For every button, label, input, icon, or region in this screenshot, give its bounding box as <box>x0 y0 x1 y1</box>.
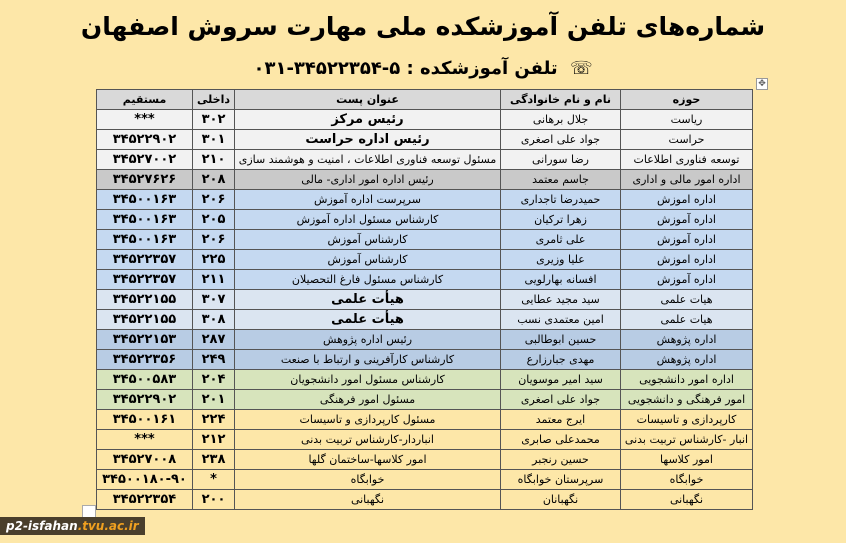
direct-cell: ۳۴۵۲۷۰۰۸ <box>97 450 193 470</box>
area-cell: اداره اموزش <box>621 190 753 210</box>
area-cell: امور کلاسها <box>621 450 753 470</box>
extension-cell: ۲۳۸ <box>193 450 235 470</box>
institute-phone-number: ۰۳۱-۳۴۵۲۲۳۵۴-۵ <box>253 58 401 79</box>
table-row <box>97 390 753 410</box>
table-row <box>97 270 753 290</box>
name-cell: نگهبانان <box>501 490 621 510</box>
table-row <box>97 410 753 430</box>
area-cell: اداره آموزش <box>621 270 753 290</box>
post-cell: رئیس اداره پژوهش <box>235 330 501 350</box>
direct-cell: ۳۴۵۲۲۳۵۶ <box>97 350 193 370</box>
direct-cell: ۳۴۵۰۰۱۶۳ <box>97 230 193 250</box>
direct-cell: ۳۴۵۲۲۹۰۲ <box>97 130 193 150</box>
page-title: شماره‌های تلفن آموزشکده ملی مهارت سروش اصفهان <box>80 12 766 41</box>
direct-cell: *** <box>97 110 193 130</box>
table-header-row <box>97 90 753 110</box>
header-post: عنوان پست <box>235 90 501 110</box>
direct-cell: ۳۴۵۲۲۳۵۷ <box>97 270 193 290</box>
direct-cell: ۳۴۵۲۲۱۵۵ <box>97 310 193 330</box>
name-cell: سرپرستان خوابگاه <box>501 470 621 490</box>
area-cell: هیات علمی <box>621 290 753 310</box>
header-extension: داخلی <box>193 90 235 110</box>
table-row <box>97 310 753 330</box>
header-name: نام و نام خانوادگی <box>501 90 621 110</box>
direct-cell: ۳۴۵۲۷۰۰۲ <box>97 150 193 170</box>
area-cell: ریاست <box>621 110 753 130</box>
post-cell: امور کلاسها-ساختمان گلها <box>235 450 501 470</box>
extension-cell: ۲۰۴ <box>193 370 235 390</box>
table-row <box>97 190 753 210</box>
post-cell: مسئول کارپردازی و تاسیسات <box>235 410 501 430</box>
name-cell: جلال برهانی <box>501 110 621 130</box>
header-direct: مستقیم <box>97 90 193 110</box>
table-row <box>97 130 753 150</box>
post-cell: مسئول امور فرهنگی <box>235 390 501 410</box>
extension-cell: ۳۰۱ <box>193 130 235 150</box>
table-row <box>97 210 753 230</box>
post-cell: خوابگاه <box>235 470 501 490</box>
area-cell: اداره امور دانشجویی <box>621 370 753 390</box>
telephone-icon: ☏ <box>569 58 593 79</box>
table-row <box>97 450 753 470</box>
table-row <box>97 430 753 450</box>
direct-cell: ۳۴۵۰۰۱۶۳ <box>97 210 193 230</box>
table-row <box>97 350 753 370</box>
name-cell: حمیدرضا تاجداری <box>501 190 621 210</box>
area-cell: اداره پژوهش <box>621 330 753 350</box>
table-row <box>97 170 753 190</box>
area-cell: هیات علمی <box>621 310 753 330</box>
name-cell: رضا سورانی <box>501 150 621 170</box>
table-row <box>97 110 753 130</box>
institute-phone <box>0 58 846 79</box>
area-cell: اداره آموزش <box>621 230 753 250</box>
area-cell: اداره پژوهش <box>621 350 753 370</box>
table-row <box>97 470 753 490</box>
direct-cell: ۳۴۵۰۰۱۸۰-۹۰ <box>97 470 193 490</box>
post-cell: رئیس اداره امور اداری- مالی <box>235 170 501 190</box>
table-row <box>97 290 753 310</box>
phone-table <box>96 89 753 510</box>
post-cell: مسئول توسعه فناوری اطلاعات ، امنیت و هوشمند سازی <box>235 150 501 170</box>
post-cell: هیأت علمی <box>235 310 501 330</box>
area-cell: کارپردازی و تاسیسات <box>621 410 753 430</box>
post-cell: هیأت علمی <box>235 290 501 310</box>
extension-cell: ۲۰۶ <box>193 190 235 210</box>
extension-cell: ۲۰۱ <box>193 390 235 410</box>
name-cell: علی ثامری <box>501 230 621 250</box>
name-cell: سید امیر موسویان <box>501 370 621 390</box>
extension-cell: ۲۱۲ <box>193 430 235 450</box>
extension-cell: ۲۱۰ <box>193 150 235 170</box>
name-cell: محمدعلی صابری <box>501 430 621 450</box>
name-cell: حسین رنجبر <box>501 450 621 470</box>
area-cell: نگهبانی <box>621 490 753 510</box>
post-cell: کارشناس آموزش <box>235 230 501 250</box>
table-row <box>97 370 753 390</box>
area-cell: خوابگاه <box>621 470 753 490</box>
extension-cell: ۲۴۹ <box>193 350 235 370</box>
direct-cell: ۳۴۵۰۰۵۸۳ <box>97 370 193 390</box>
institute-phone-label: تلفن آموزشکده : <box>406 58 558 79</box>
name-cell: جاسم معتمد <box>501 170 621 190</box>
post-cell: کارشناس مسئول فارغ التحصیلان <box>235 270 501 290</box>
name-cell: جواد علی اصغری <box>501 390 621 410</box>
watermark <box>0 517 145 535</box>
direct-cell: ۳۴۵۰۰۱۶۱ <box>97 410 193 430</box>
area-cell: انبار -کارشناس تربیت بدنی <box>621 430 753 450</box>
direct-cell: *** <box>97 430 193 450</box>
post-cell: کارشناس کارآفرینی و ارتباط با صنعت <box>235 350 501 370</box>
extension-cell: ۲۸۷ <box>193 330 235 350</box>
direct-cell: ۳۴۵۲۲۱۵۳ <box>97 330 193 350</box>
extension-cell: ۳۰۲ <box>193 110 235 130</box>
name-cell: ایرج معتمد <box>501 410 621 430</box>
post-cell: کارشناس مسئول امور دانشجویان <box>235 370 501 390</box>
extension-cell: ۳۰۷ <box>193 290 235 310</box>
area-cell: امور فرهنگی و دانشجویی <box>621 390 753 410</box>
name-cell: مهدی جبارزارع <box>501 350 621 370</box>
name-cell: حسین ابوطالبی <box>501 330 621 350</box>
post-cell: سرپرست اداره آموزش <box>235 190 501 210</box>
area-cell: حراست <box>621 130 753 150</box>
table-row <box>97 230 753 250</box>
name-cell: افسانه بهارلویی <box>501 270 621 290</box>
post-cell: انباردار-کارشناس تربیت بدنی <box>235 430 501 450</box>
name-cell: علیا وزیری <box>501 250 621 270</box>
area-cell: اداره امور مالی و اداری <box>621 170 753 190</box>
extension-cell: ۲۰۰ <box>193 490 235 510</box>
post-cell: رئیس اداره حراست <box>235 130 501 150</box>
extension-cell: * <box>193 470 235 490</box>
extension-cell: ۲۱۱ <box>193 270 235 290</box>
area-cell: اداره آموزش <box>621 210 753 230</box>
name-cell: جواد علی اصغری <box>501 130 621 150</box>
extension-cell: ۲۲۴ <box>193 410 235 430</box>
area-cell: اداره اموزش <box>621 250 753 270</box>
name-cell: زهرا ترکیان <box>501 210 621 230</box>
name-cell: سید مجید عطایی <box>501 290 621 310</box>
direct-cell: ۳۴۵۲۲۳۵۷ <box>97 250 193 270</box>
name-cell: امین معتمدی نسب <box>501 310 621 330</box>
extension-cell: ۲۰۶ <box>193 230 235 250</box>
extension-cell: ۲۰۵ <box>193 210 235 230</box>
post-cell: رئیس مرکز <box>235 110 501 130</box>
post-cell: کارشناس مسئول اداره آموزش <box>235 210 501 230</box>
post-cell: کارشناس آموزش <box>235 250 501 270</box>
post-cell: نگهبانی <box>235 490 501 510</box>
watermark-prefix: p2-isfahan <box>6 519 78 533</box>
table-row <box>97 330 753 350</box>
table-row <box>97 150 753 170</box>
table-move-handle-icon[interactable]: ✥ <box>756 78 768 90</box>
table-row <box>97 490 753 510</box>
extension-cell: ۲۰۸ <box>193 170 235 190</box>
direct-cell: ۳۴۵۲۲۳۵۴ <box>97 490 193 510</box>
direct-cell: ۳۴۵۲۲۹۰۲ <box>97 390 193 410</box>
extension-cell: ۲۲۵ <box>193 250 235 270</box>
direct-cell: ۳۴۵۰۰۱۶۳ <box>97 190 193 210</box>
watermark-domain: .tvu.ac.ir <box>77 519 139 533</box>
area-cell: توسعه فناوری اطلاعات <box>621 150 753 170</box>
direct-cell: ۳۴۵۲۲۱۵۵ <box>97 290 193 310</box>
table-row <box>97 250 753 270</box>
extension-cell: ۳۰۸ <box>193 310 235 330</box>
direct-cell: ۳۴۵۲۷۶۲۶ <box>97 170 193 190</box>
header-area: حوزه <box>621 90 753 110</box>
